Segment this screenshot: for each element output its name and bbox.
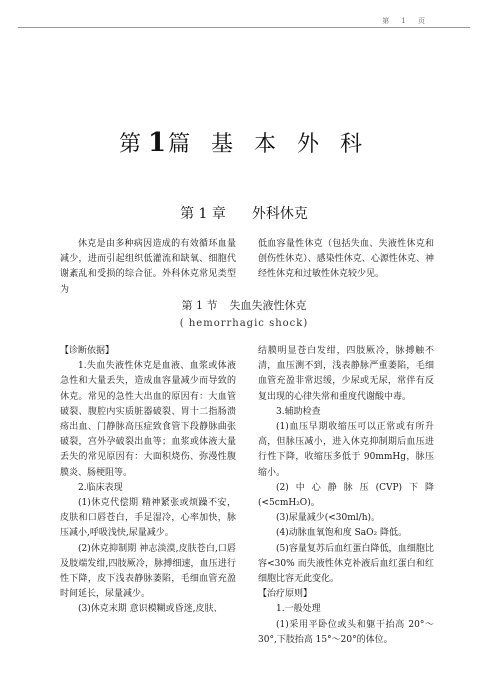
part-number: 1 <box>147 128 169 158</box>
section-subtitle: ( hemorrhagic shock) <box>179 318 309 329</box>
paragraph: (3)尿量减少(<30ml/h)。 <box>276 513 381 524</box>
intro-right-column <box>258 237 434 283</box>
chapter-title <box>0 203 488 223</box>
part-prefix: 第 <box>118 132 148 157</box>
paragraph: (4)动脉血氧饱和度 SaO₂ 降低。 <box>276 528 407 539</box>
paragraph: (1)血压早期收缩压可以正常或有所升高，但脉压减小，进入休克抑制期后血压进行性下降，收缩压多低于 90mmHg，脉压缩小。 <box>258 422 434 478</box>
paragraph: (2)中心静脉压(CVP)下降(<5cmH₂O)。 <box>258 482 434 509</box>
subheading: 1.一般处理 <box>276 604 321 615</box>
section-title <box>0 297 488 313</box>
chapter-name: 外科休克 <box>251 206 308 222</box>
paragraph: 1.失血失液性休克是血液、血浆或体液急性和大量丢失，造成血容量减少而导致的休克。常见的急性大出血的原因有：大血管破裂、腹腔内实质脏器破裂、胃十二指肠溃疡出血、门静脉高压症致食管下段静脉曲张破裂，宫外孕破裂出血等；血浆或体液大量丢失的常见原因有：大面积烧伤、弥漫性腹膜炎、肠梗阻等。 <box>60 361 236 478</box>
body-left-column <box>60 344 236 618</box>
paragraph: 结膜明显苍白发绀，四肢厥冷，脉搏触不清，血压测不到，浅表静脉严重萎陷，毛细血管充盈非常迟缓，少尿或无尿，常伴有反复出现的心律失常和重度代谢酸中毒。 <box>258 346 434 402</box>
subheading: 2.临床表现 <box>78 482 123 493</box>
intro-left-column <box>60 237 236 298</box>
body-right-column <box>258 344 434 648</box>
paragraph: (5)容量复苏后血红蛋白降低，血细胞比容<30% 而失液性休克补液后血红蛋白和红细胞比容无此变化。 <box>258 543 434 585</box>
intro-paragraph-right: 低血容量性休克（包括失血、失液性休克和创伤性休克）、感染性休克、心源性休克、神经性休克和过敏性休克较少见。 <box>258 239 434 280</box>
paragraph: (1)休克代偿期 精神紧张或烦躁不安，皮肤和口唇苍白，手足湿冷，心率加快，脉压减小,呼吸浅快,尿量减少。 <box>60 498 236 539</box>
part-title <box>0 127 488 158</box>
part-suffix: 篇 基 本 外 科 <box>168 132 370 157</box>
chapter-number: 第 1 章 <box>180 206 226 222</box>
heading-diagnosis: 【诊断依据】 <box>60 346 115 356</box>
heading-treatment: 【治疗原则】 <box>258 589 313 600</box>
intro-paragraph-left: 休克是由多种病因造成的有效循环血量减少，进而引起组织低灌流和缺氧、细胞代谢紊乱和受损的综合征。外科休克常见类型为 <box>60 239 236 295</box>
paragraph: (1)采用平卧位或头和躯干抬高 20°～30°,下肢抬高 15°～20°的体位。 <box>258 619 434 645</box>
section-number: 第 1 节 <box>181 299 218 312</box>
section-name: 失血失液性休克 <box>229 299 307 312</box>
paragraph: (3)休克末期 意识模糊或昏迷,皮肤、 <box>78 604 223 615</box>
header-rule <box>18 27 470 28</box>
page-number: 第 1 页 <box>382 17 430 25</box>
subheading: 3.辅助检查 <box>276 406 321 417</box>
paragraph: (2)休克抑制期 神志淡漠,皮肤苍白,口唇及肢端发绀,四肢厥冷，脉搏细速，血压进行性下降，皮下浅表静脉萎陷，毛细血管充盈时间延长，尿量减少。 <box>60 543 236 600</box>
